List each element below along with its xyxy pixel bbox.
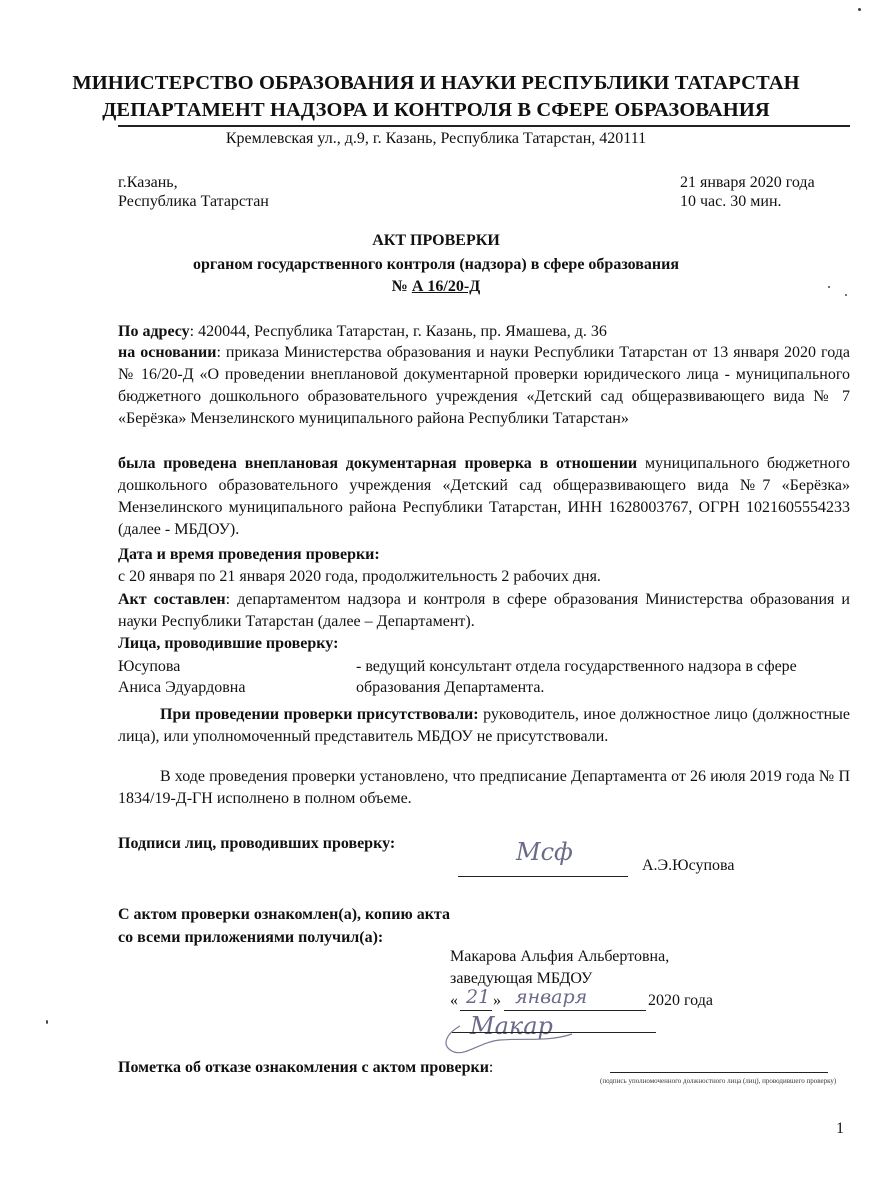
composed-paragraph	[118, 589, 850, 633]
act-title: АКТ ПРОВЕРКИ	[372, 232, 500, 249]
composed-value: : департаментом надзора и контроля в сфере образования Министерства образования и науки Республики Татарстан (далее – Департамент).	[118, 591, 850, 630]
scan-speck	[828, 286, 830, 288]
address-label: По адресу	[118, 323, 190, 340]
refusal-label: Пометка об отказе ознакомления с актом проверки:	[118, 1059, 494, 1076]
present-paragraph	[118, 704, 850, 748]
recipient-signature: Макар	[470, 1012, 553, 1040]
place-region: Республика Татарстан	[118, 193, 269, 210]
present-label: При проведении проверки присутствовали:	[160, 706, 479, 723]
scan-speck	[845, 294, 847, 296]
page-number: 1	[836, 1120, 844, 1137]
refusal-caption: (подпись уполномоченного должностного лица (лиц), проводившего проверку)	[600, 1077, 837, 1085]
composed-label: Акт составлен	[118, 591, 226, 608]
scan-speck	[858, 8, 861, 11]
inspection-value: муниципального бюджетного дошкольного образовательного учреждения «Детский сад общеразвивающего вида №7 «Берёзка» Мензелинского муниципального района Республики Татарстан, ИНН 1628003767, ОГРН 1021605554233 (далее - МБДОУ).	[118, 455, 850, 538]
present-value: руководитель, иное должностное лицо (должностные лица), или уполномоченный представитель МБДОУ не присутствовали.	[118, 706, 850, 745]
basis-paragraph	[118, 342, 850, 430]
inspector-signature: Мсф	[516, 838, 573, 866]
finding-paragraph: В ходе проведения проверки установлено, что предписание Департамента от 26 июля 2019 года № П 1834/19-Д-ГН исполнено в полном объеме.	[118, 768, 850, 807]
act-date: 21 января 2020 года	[680, 174, 815, 191]
ack-date-close-quote: »	[493, 992, 501, 1009]
inspection-paragraph	[118, 453, 850, 541]
inspector-signature-line	[458, 876, 628, 877]
signatures-label: Подписи лиц, проводивших проверку:	[118, 835, 396, 852]
ack-date-open-quote: «	[450, 992, 458, 1009]
header-ministry: МИНИСТЕРСТВО ОБРАЗОВАНИЯ И НАУКИ РЕСПУБЛИКИ ТАТАРСТАН	[72, 72, 800, 94]
inspector-role-line2: образования Департамента.	[356, 679, 545, 696]
scan-speck	[46, 1020, 48, 1024]
address-value: : 420044, Республика Татарстан, г. Казань, пр. Ямашева, д. 36	[189, 323, 607, 340]
inspectors-label: Лица, проводившие проверку:	[118, 635, 339, 652]
period-value: с 20 января по 21 января 2020 года, продолжительность 2 рабочих дня.	[118, 568, 601, 585]
act-subtitle: органом государственного контроля (надзора) в сфере образования	[193, 256, 679, 273]
period-label: Дата и время проведения проверки:	[118, 546, 380, 563]
address-paragraph	[118, 321, 850, 343]
recipient-position: заведующая МБДОУ	[450, 970, 593, 987]
act-number	[0, 278, 872, 296]
basis-value: : приказа Министерства образования и науки Республики Татарстан от 13 января 2020 года № 16/20-Д «О проведении внеплановой документарной проверки юридического лица - муниципального бюджетного дошкольного образовательного учреждения «Детский сад общеразвивающего вида № 7 «Берёзка» Мензелинского муниципального района Республики Татарстан»	[118, 344, 850, 427]
inspector-signature-name: А.Э.Юсупова	[642, 857, 735, 874]
ack-date-month: января	[515, 986, 588, 1008]
header-divider	[118, 125, 850, 127]
inspector-surname: Юсупова	[118, 658, 181, 675]
signature-flourish	[440, 1012, 580, 1060]
place-city: г.Казань,	[118, 174, 178, 191]
ack-day-line	[460, 1010, 492, 1011]
ack-label-line1: С актом проверки ознакомлен(а), копию акта	[118, 906, 450, 923]
refusal-signature-line	[610, 1072, 828, 1073]
inspection-label: была проведена внеплановая документарная проверка в отношении	[118, 455, 638, 472]
ack-month-line	[504, 1010, 646, 1011]
header-address: Кремлевская ул., д.9, г. Казань, Республика Татарстан, 420111	[225, 130, 647, 147]
ack-label-line2: со всеми приложениями получил(а):	[118, 929, 384, 946]
act-number-value: А 16/20-Д	[411, 278, 481, 295]
inspector-given-names: Аниса Эдуардовна	[118, 679, 246, 696]
ack-date-day: 21	[466, 986, 491, 1008]
inspector-role-line1: - ведущий консультант отдела государственного надзора в сфере	[356, 658, 797, 675]
ack-date-year: 2020 года	[648, 992, 713, 1009]
recipient-name: Макарова Альфия Альбертовна,	[450, 948, 670, 965]
basis-label: на основании	[118, 344, 217, 361]
header-department: ДЕПАРТАМЕНТ НАДЗОРА И КОНТРОЛЯ В СФЕРЕ ОБРАЗОВАНИЯ	[102, 99, 770, 121]
act-time: 10 час. 30 мин.	[680, 193, 782, 210]
act-number-prefix: №	[391, 278, 412, 295]
